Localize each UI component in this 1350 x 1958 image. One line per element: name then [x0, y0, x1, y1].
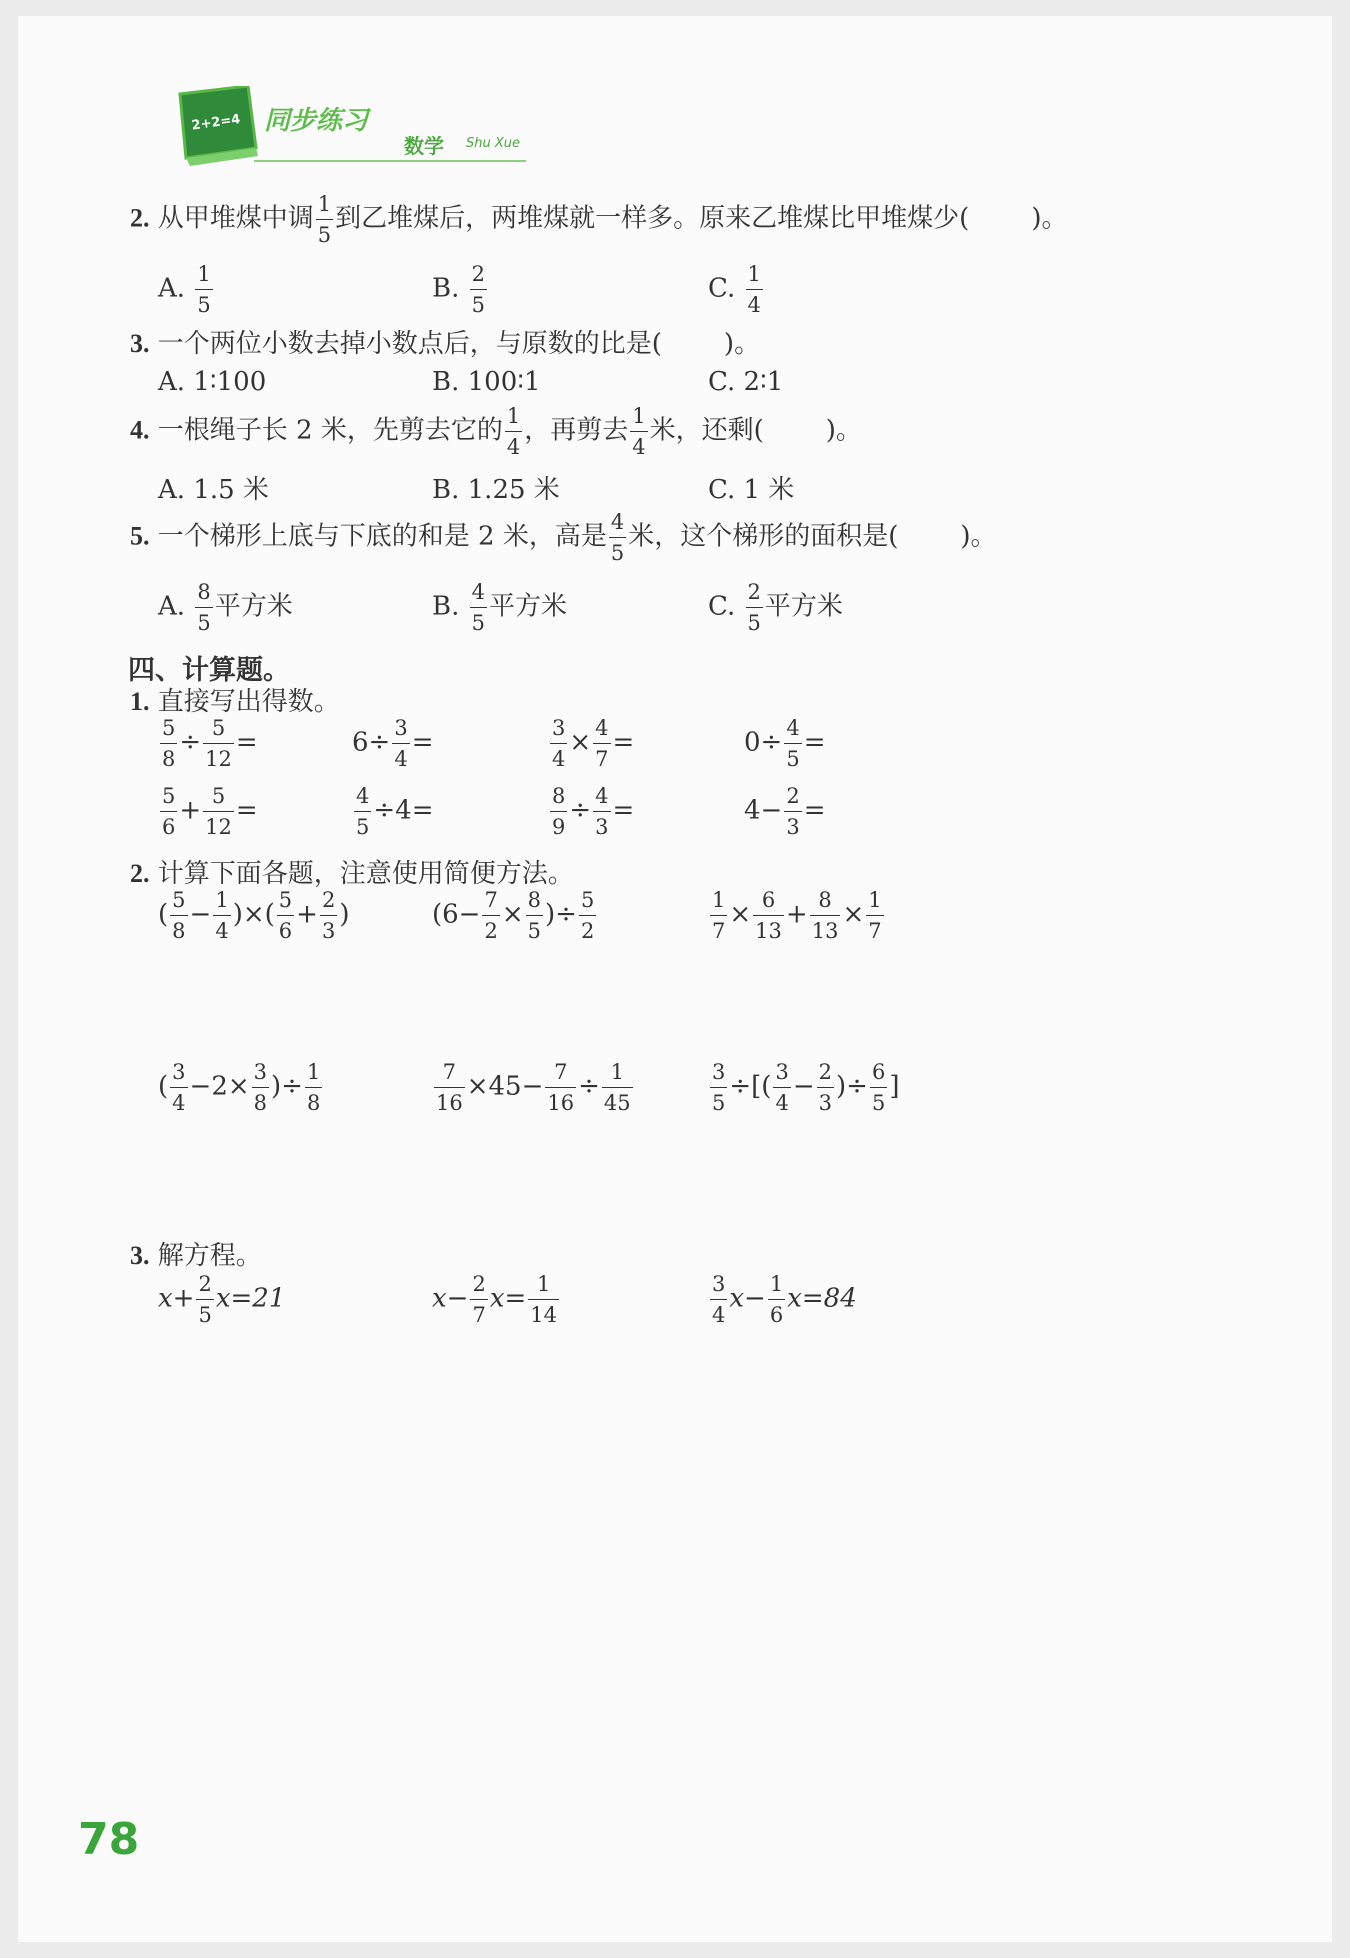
option-a: A. $\frac{8}{5}$ 平方米 — [158, 580, 293, 635]
option-b: B. $\frac{4}{5}$ 平方米 — [432, 580, 568, 635]
calculation: $\frac{7}{16}$ ×45− $\frac{7}{16}$ ÷ $\frac{1}{45}$ — [436, 1060, 631, 1115]
calculation: ( $\frac{5}{8}$ − $\frac{1}{4}$ )×( $\frac{5}{6}$ + $\frac{2}{3}$ ) — [158, 888, 350, 943]
question-2: 2. 从甲堆煤中调 $\frac{1}{5}$ 到乙堆煤后，两堆煤就一样多。原来乙堆煤比甲堆煤少( )。 — [130, 192, 1068, 247]
workbook-page — [18, 16, 1332, 1942]
option-b: B. $\frac{2}{5}$ — [432, 262, 486, 317]
section-title: 四、计算题。 — [128, 655, 290, 686]
expression: 4− $\frac{2}{3}$ = — [744, 784, 826, 839]
equation: $\frac{3}{4}$ x− $\frac{1}{6}$ x=84 — [712, 1272, 857, 1327]
equation: x+ $\frac{2}{5}$ x=21 — [158, 1272, 286, 1327]
chalkboard-logo — [178, 86, 258, 170]
question-number: 2. — [130, 203, 150, 233]
fraction: $\frac{1}{5}$ — [317, 192, 332, 247]
option-a: A. $\frac{1}{5}$ — [158, 262, 211, 317]
option-c: C. 2∶1 — [708, 367, 784, 397]
question-3: 3. 一个两位小数去掉小数点后，与原数的比是( )。 — [130, 329, 761, 359]
option-a: A. 1∶100 — [158, 367, 267, 397]
expression: $\frac{8}{9}$ ÷ $\frac{4}{3}$ = — [552, 784, 635, 839]
part-2-title: 2. 计算下面各题，注意使用简便方法。 — [130, 859, 574, 889]
header-title: 同步练习 — [264, 106, 369, 136]
fraction: $\frac{1}{4}$ — [632, 404, 646, 459]
option-b: B. 100∶1 — [432, 367, 541, 397]
calculation: $\frac{3}{5}$ ÷[( $\frac{3}{4}$ − $\frac{2}{3}$ )÷ $\frac{6}{5}$ ] — [712, 1060, 900, 1115]
fraction: $\frac{1}{4}$ — [506, 404, 521, 459]
equation: x− $\frac{2}{7}$ x= $\frac{1}{14}$ — [432, 1272, 558, 1327]
expression: $\frac{5}{8}$ ÷ $\frac{5}{12}$ = — [162, 716, 258, 771]
board-text: 2+2=4 — [190, 111, 242, 134]
question-4: 4. 一根绳子长 2 米，先剪去它的 $\frac{1}{4}$ ，再剪去 $\frac{1}{4}$ 米，还剩( )。 — [130, 404, 862, 459]
option-a: A. 1.5 米 — [158, 475, 269, 505]
option-b: B. 1.25 米 — [432, 475, 560, 505]
expression: 0÷ $\frac{4}{5}$ = — [744, 716, 826, 771]
expression: $\frac{4}{5}$ ÷4= — [356, 784, 434, 839]
calculation: ( $\frac{3}{4}$ −2× $\frac{3}{8}$ )÷ $\frac{1}{8}$ — [158, 1060, 321, 1115]
expression: $\frac{5}{6}$ + $\frac{5}{12}$ = — [162, 784, 258, 839]
calculation: $\frac{1}{7}$ × $\frac{6}{13}$ + $\frac{8}{13}$ × $\frac{1}{7}$ — [712, 888, 882, 943]
part-1-title: 1. 直接写出得数。 — [130, 687, 340, 717]
question-text: 到乙堆煤后，两堆煤就一样多。原来乙堆煤比甲堆煤少( — [335, 203, 970, 234]
header-subject-pinyin: Shu Xue — [466, 136, 521, 151]
fraction: $\frac{4}{5}$ — [610, 510, 625, 565]
expression: 6÷ $\frac{3}{4}$ = — [352, 716, 434, 771]
header-subject: 数学 — [404, 134, 444, 158]
page-number: 78 — [78, 1814, 140, 1865]
header-underline — [254, 160, 526, 162]
question-text: 从甲堆煤中调 — [157, 203, 314, 234]
option-c: C. 1 米 — [708, 475, 795, 505]
calculation: (6− $\frac{7}{2}$ × $\frac{8}{5}$ )÷ $\frac{5}{2}$ — [432, 888, 595, 943]
question-5: 5. 一个梯形上底与下底的和是 2 米，高是 $\frac{4}{5}$ 米，这个梯形的面积是( )。 — [130, 510, 997, 565]
expression: $\frac{3}{4}$ × $\frac{4}{7}$ = — [552, 716, 635, 771]
option-c: C. $\frac{1}{4}$ — [708, 262, 761, 317]
part-3-title: 3. 解方程。 — [130, 1241, 262, 1271]
option-c: C. $\frac{2}{5}$ 平方米 — [708, 580, 843, 635]
